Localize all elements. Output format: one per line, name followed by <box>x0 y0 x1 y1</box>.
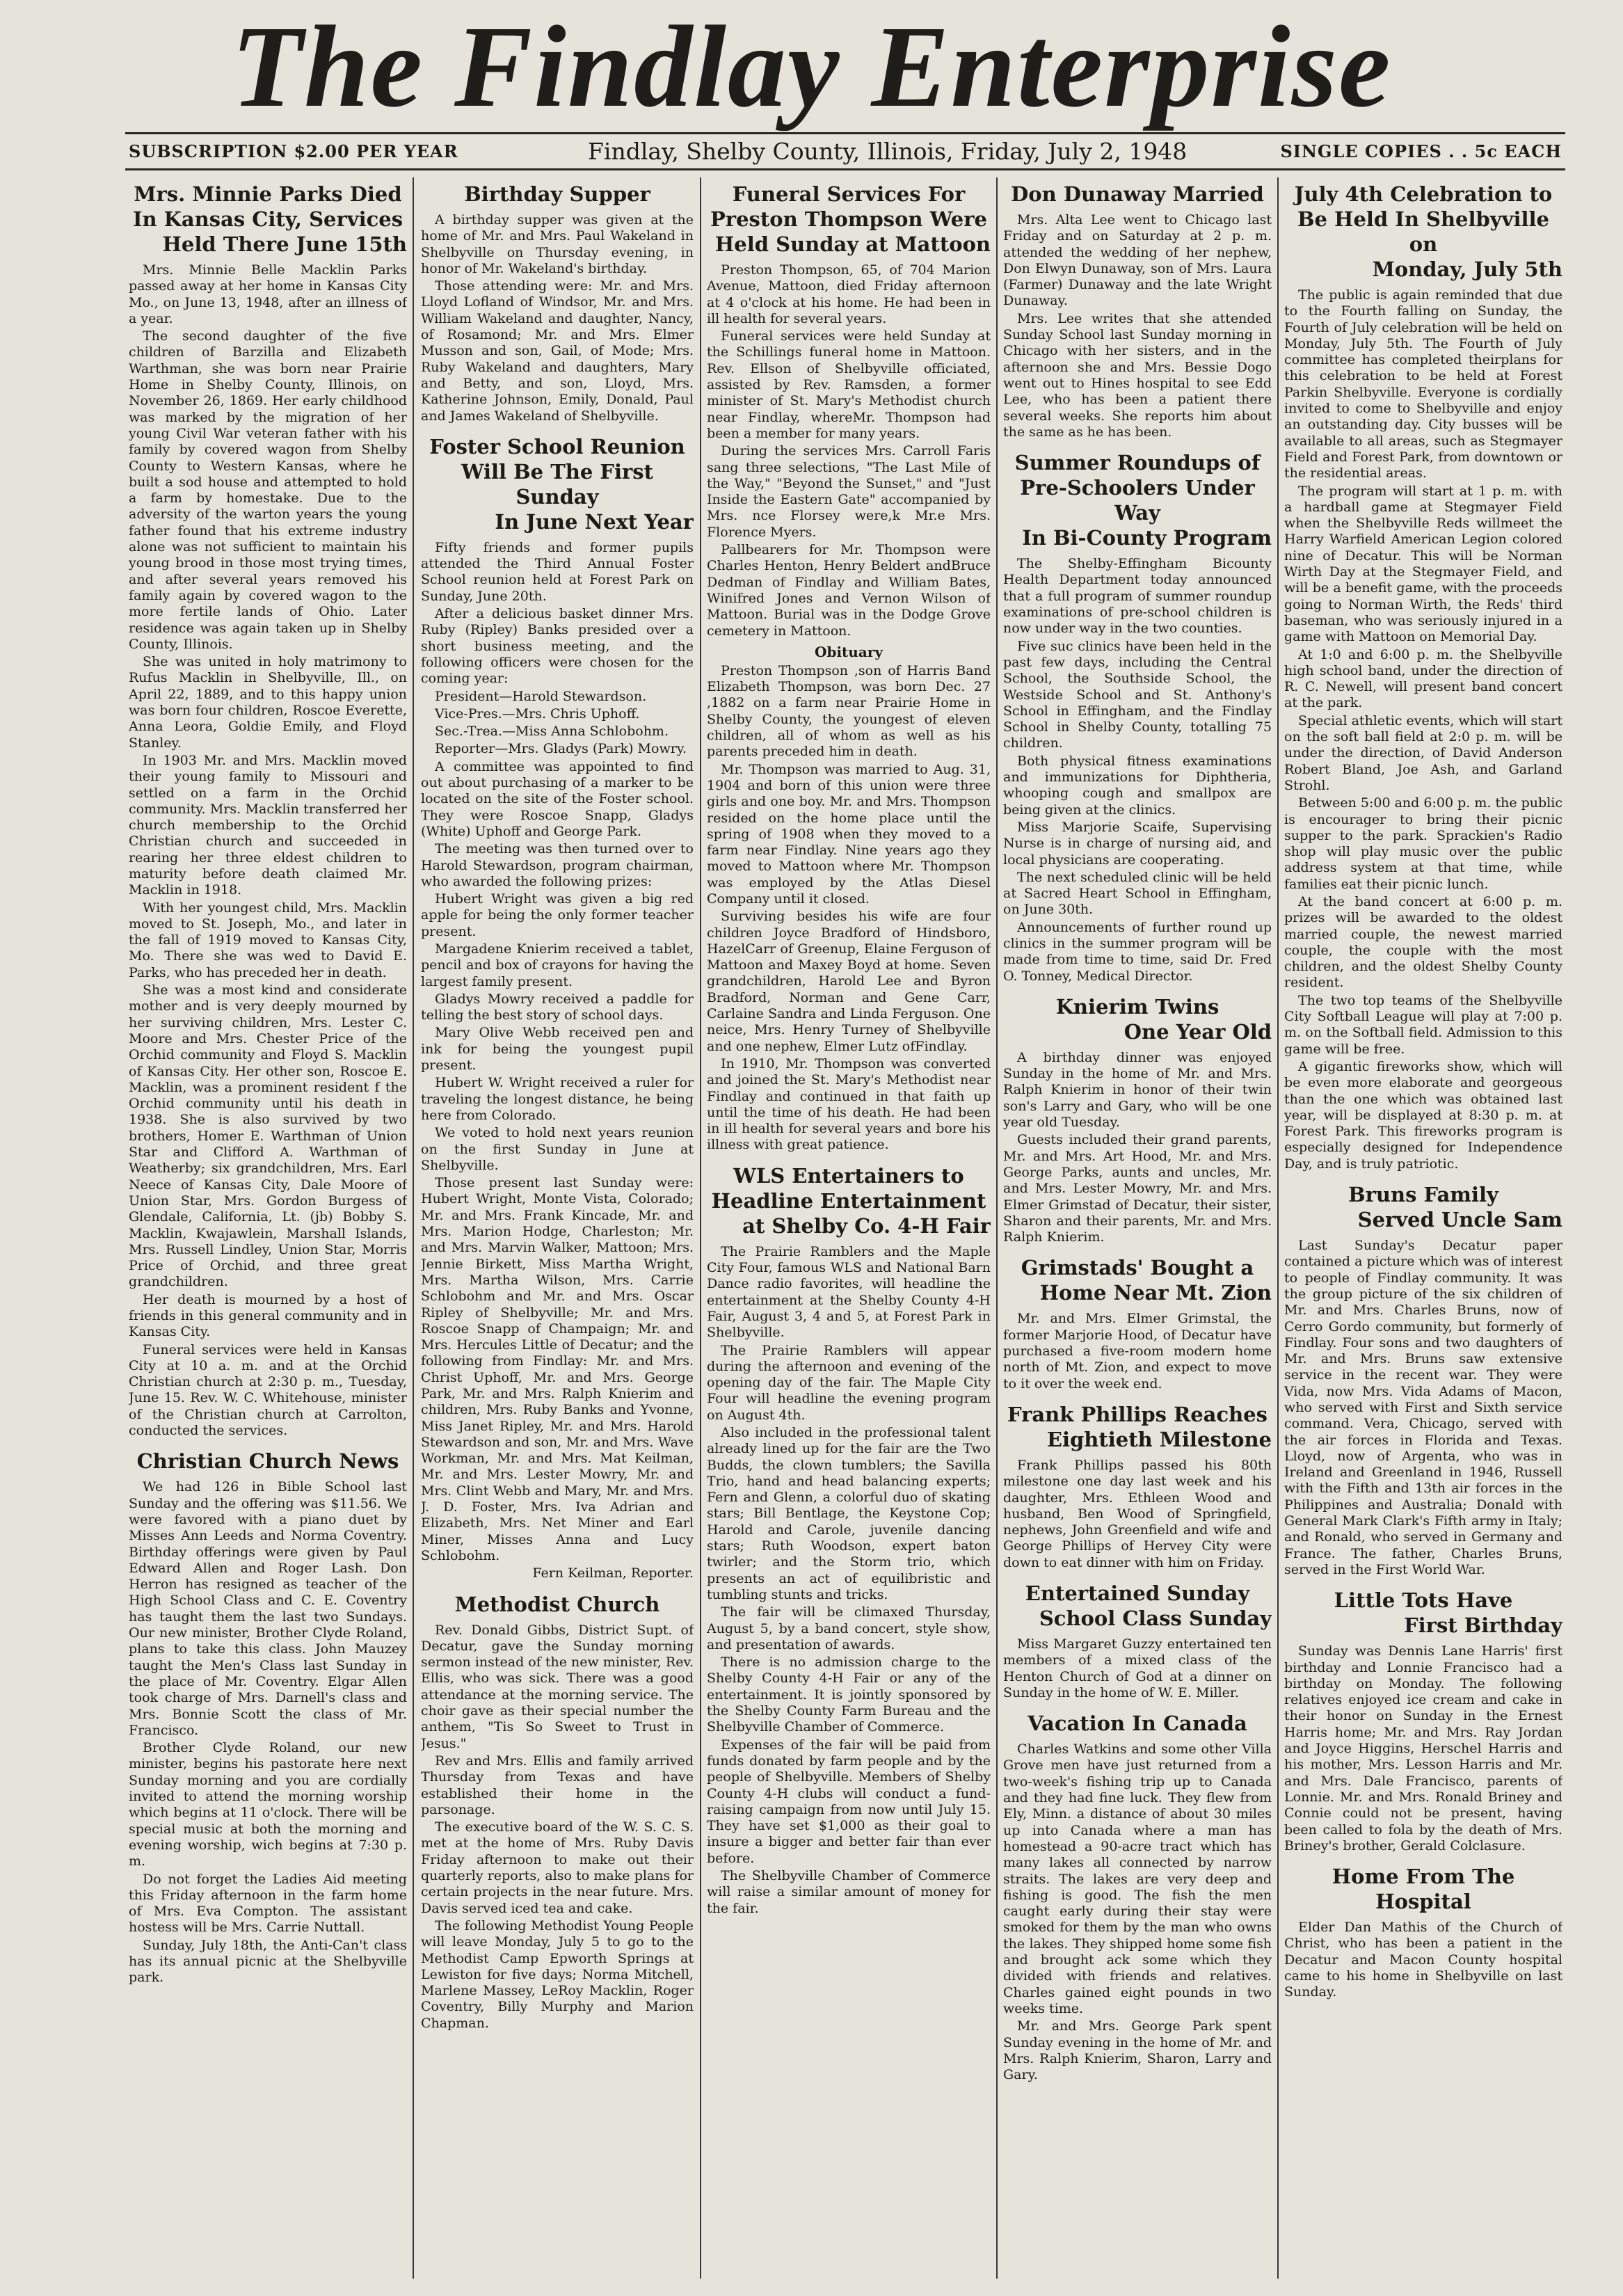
headline-main: Christian Church News <box>136 1449 399 1474</box>
article-paragraph: The Prairie Ramblers and the Maple City Four, famous WLS and National Barn Dance radio favorites, will headline the entertainment at the Shelby County 4-H Fair, August 3, 4 and 5, at Forest Park in Shelbyville. <box>707 1243 991 1341</box>
article-headline <box>1284 1182 1562 1232</box>
headline-main: Funeral Services For Preston Thompson Were <box>710 182 987 231</box>
article-headline <box>421 182 694 207</box>
article <box>1003 994 1272 1246</box>
article-headline <box>1284 1864 1562 1914</box>
newspaper-title: The Findlay Enterprise <box>231 2 1392 131</box>
article-paragraph: Pallbearers for Mr. Thompson were Charles Henton, Henry Beldert andBruce Dedman of Findlay and William Bates, Winifred Jones and Vernon Wilson of Mattoon. Burial was in the Dodge Grove cemetery in Mattoon. <box>707 542 991 639</box>
article-headline <box>707 182 991 257</box>
article-paragraph: Those attending were: Mr. and Mrs. Lloyd Lofland of Windsor, Mr. and Mrs. William Wakeland and daughter, Nancy, of Rosamond; Mr. and Mrs. Elmer Musson and son, Gail, of Mode; Mrs. Ruby Wakeland and daughters, Mary and Betty, and son, Lloyd, Mrs. Katherine Johnson, Emily, Donald, Paul and James Wakeland of Shelbyville. <box>421 278 694 424</box>
headline-main: Mrs. Minnie Parks Died In Kansas City, Services <box>132 182 403 231</box>
headline-deck: In Bi-County Program <box>1022 526 1272 550</box>
article <box>1284 182 1562 1172</box>
headline-main: Foster School Reunion Will Be The First Sunday <box>429 434 685 509</box>
headline-main: July 4th Celebration to Be Held In Shelbyville on <box>1294 182 1553 256</box>
article <box>1003 450 1272 984</box>
article-paragraph: There is no admission charge to the Shelby County 4-H Fair or any of the entertainment. It is jointly sponsored by the Shelby County Farm Bureau and the Shelbyville Chamber of Commerce. <box>707 1655 991 1735</box>
article-paragraph: She was a most kind and considerate mother and is very deeply mourned by her surviving children, Mrs. Lester C. Moore and Mrs. Chester Price of the Orchid community and Floyd S. Macklin of Kansas City. Her other son, Roscoe E. Macklin, was a prominent resident f the Orchid community until his death in 1938. She is also survived by two brothers, Homer E. Warthman of Union Star and Clifford A. Warthman of Weatherby; six grandchildren, Mrs. Earl Neece of Kansas City, Dale Moore of Union Star, Mrs. Gordon Burgess of Glendale, California, Lt. (jb) Bobby S. Macklin, Kwajawlein, Marshall Islands, Mrs. Russell Lindley, Union Star, Morris Price of Orchid, and three great grandchildren. <box>129 982 407 1290</box>
article <box>707 182 991 1154</box>
subscription-price: SUBSCRIPTION $2.00 PER YEAR <box>129 141 458 161</box>
column-rule <box>413 177 414 2279</box>
article-paragraph: Funeral services were held Sunday at the Schillings funeral home in Mattoon. Rev. Ellson of Shelbyville officiated, assisted by Rev. Ramsden, a former minister of St. Mary's Methodist church near Findlay, whereMr. Thompson had been a member for many years. <box>707 328 991 441</box>
headline-main: Birthday Supper <box>464 182 650 206</box>
article-paragraph: Mr. and Mrs. Elmer Grimstal, the former Marjorie Hood, of Decatur have purchased a five-room modern home north of Mt. Zion, and expect to move to it over the week end. <box>1003 1311 1272 1392</box>
headline-main: Entertained Sunday <box>1025 1581 1250 1605</box>
headline-deck: Home Near Mt. Zion <box>1039 1281 1272 1305</box>
article-paragraph: A birthday supper was given at the home of Mr. and Mrs. Paul Wakeland in Shelbyville on Thursday evening, in honor of Mr. Wakeland's birthday. <box>421 212 694 276</box>
article-paragraph: The executive board of the W. S. C. S. met at the home of Mrs. Ruby Davis Friday afternoon to make out their quarterly reports, also to make plans for certain projects in the near future. Mrs. Davis served iced tea and cake. <box>421 1819 694 1916</box>
article-paragraph: Five suc clinics have been held in the past few days, including the Central School, the Southside School, the Westside School and St. Anthony's School in Effingham, and the Findlay School in Shelby County, totalling 75 children. <box>1003 638 1272 751</box>
article-headline <box>1003 1255 1272 1305</box>
article-paragraph: Miss Marjorie Scaife, Supervising Nurse is in charge of nursing aid, and local physicians are cooperating. <box>1003 819 1272 868</box>
article-paragraph: A committee was appointed to find out about purchasing of a marker to be located on the site of the Foster school. They were Roscoe Snapp, Gladys (White) Uphoff and George Park. <box>421 758 694 839</box>
article-paragraph: Charles Watkins and some other Villa Grove men have just returned from a two-week's fishing trip up to Canada and they had fine luck. They flew from Ely, Minn. a distance of about 30 miles up into Canada where a man has homestead a 90-acre tract which has many lakes all connected by narrow straits. The lakes are very deep and fishing is good. The fish the men caught early during their stay were smoked for them by the man who owns the lakes. They shipped home some fish and brought ack some which they divided with friends and relatives. Charles gained eight pounds in two weeks time. <box>1003 1741 1272 2016</box>
article-paragraph: We voted to hold next years reunion on the first Sunday in June at Shelbyville. <box>421 1125 694 1173</box>
headline-main: WLS Entertainers to Headline Entertainment <box>711 1163 986 1213</box>
article-paragraph: Expenses of the fair will be paid from funds donated by farm people and by the people of Shelbyville. Members of Shelby County 4-H clubs will conduct a fund-raising campaign from now until July 15. They have set $1,000 as their goal to insure a bigger and better fair than ever before. <box>707 1737 991 1866</box>
article <box>421 182 694 424</box>
article-subhead: Obituary <box>815 643 883 660</box>
article-headline <box>1003 1402 1272 1452</box>
article-headline <box>1003 1711 1272 1736</box>
headline-main: Don Dunaway Married <box>1011 182 1264 206</box>
article-paragraph: The next scheduled clinic will be held at Sacred Heart School in Effingham, on June 30th. <box>1003 869 1272 918</box>
article-paragraph: The program will start at 1 p. m. with a hardball game at Stegmayer Field when the Shelbyville Reds willmeet the Harry Warfield American Legion colored nine of Decatur. This will be Norman Wirth Day at the Stegmayer Field, and will be a benefit game, with the proceeds going to Norman Wirth, the Reds' third baseman, who was seriously injured in a game with Mattoon on Memorial Day. <box>1284 483 1562 645</box>
headline-deck: First Birthday <box>1404 1613 1562 1638</box>
article-paragraph: The two top teams of the Shelbyville City Softball League will play at 7:00 p. m. on the Softball field. Admission to this game will be free. <box>1284 992 1562 1057</box>
article-paragraph: Mrs. Lee writes that she attended Sunday School last Sunday morning in Chicago with her sisters, and in the afternoon she and Mrs. Bessie Dogo went out to Hines hospital to see Edd Lee, who has been a patient there several weeks. She reports him about the same as he has been. <box>1003 310 1272 440</box>
dateline: Findlay, Shelby County, Illinois, Friday, July 2, 1948 <box>588 138 1188 165</box>
article-paragraph: The meeting was then turned over to Harold Stewardson, program chairman, who awarded the following prizes: <box>421 841 694 889</box>
article-paragraph: A gigantic fireworks show, which will be even more elaborate and georgeous than the one which was obtained last year, will be displayed at 8:30 p. m. at Forest Park. This fireworks program is especially designed for Independence Day, and is truly patriotic. <box>1284 1058 1562 1172</box>
headline-main: Frank Phillips Reaches <box>1007 1402 1268 1426</box>
column-rule <box>996 177 998 2279</box>
article-paragraph: Mr. and Mrs. George Park spent Sunday evening in the home of Mr. and Mrs. Ralph Knierim, Sharon, Larry and Gary. <box>1003 2018 1272 2083</box>
article-headline <box>1003 450 1272 550</box>
article-paragraph: Hubert Wright was given a big red apple for being the only former teacher present. <box>421 891 694 939</box>
column-5 <box>1284 177 1562 2279</box>
headline-deck: School Class Sunday <box>1039 1607 1272 1630</box>
masthead-infoline <box>129 138 1562 166</box>
article <box>1003 1581 1272 1701</box>
headline-main: Home From The Hospital <box>1332 1865 1515 1914</box>
article-paragraph: Sec.-Trea.—Miss Anna Schlobohm. <box>435 724 669 740</box>
article <box>1284 1182 1562 1578</box>
article <box>1284 1864 1562 2000</box>
article-headline <box>1284 1588 1562 1638</box>
article-paragraph: Mary Olive Webb received pen and ink for being the youngest pupil present. <box>421 1025 694 1074</box>
article-paragraph: Those present last Sunday were: Hubert Wright, Monte Vista, Colorado; Mr. and Mrs. Frank Kincade, Mr. and Mrs. Marion Hodge, Charleston; Mr. and Mrs. Marvin Walker, Mattoon; Mrs. Jennie Birkett, Miss Martha Wright, Mrs. Martha Wilson, Mrs. Carrie Schlobohm and Mr. and Mrs. Oscar Ripley of Shelbyville; Mr. and Mrs. Roscoe Snapp of Champaign; Mr. and Mrs. Hercules Little of Decatur; and the following from Findlay: Mr. and Mrs. Christ Uphoff, Mr. and Mrs. George Park, Mr. and Mrs. Ralph Knierim and children, Mrs. Ruby Banks and Yvonne, Miss Janet Ripley, Mr. and Mrs. Harold Stewardson and son, Mr. and Mrs. Wave Workman, Mr. and Mrs. Mat Keilman, Mr. and Mrs. Lester Mowry, Mr. and Mrs. Clint Webb and Mary, Mr. and Mrs. J. D. Foster, Mrs. Iva Adrian and Elizabeth, Mrs. Net Miner and Earl Miner, Misses Anna and Lucy Schlobohm. <box>421 1175 694 1563</box>
article-headline <box>1003 1581 1272 1631</box>
article-paragraph: During the services Mrs. Carroll Faris sang three selections, "The Last Mile of the Way," "Beyond the Sunset," and "Just Inside the Eastern Gate" accompanied by Mrs. nce Florsey were,k Mr.e Mrs. Florence Myers. <box>707 443 991 540</box>
article-paragraph: The public is again reminded that due to the Fourth falling on Sunday, the Fourth of July celebration will be held on Monday, July 5th. The Fourth of July committee has completed theirplans for this celebration to be held at Forest Parkin Shelbyville. Everyone is cordially invited to come to Shelbyville and enjoy an outstanding day. City busses will be available to all areas, such as Stegmayer Field and Forest Park, from downtown or the residential areas. <box>1284 287 1562 481</box>
article-paragraph: The Shelbyville Chamber of Commerce will raise a similar amount of money for the fair. <box>707 1868 991 1916</box>
article <box>129 182 407 1439</box>
article-paragraph: The following Methodist Young People will leave Monday, July 5 to go to the Methodist Camp Epworth Springs at Lewiston for five days; Norma Mitchell, Marlene Massey, LeRoy Macklin, Roger Coventry, Billy Murphy and Marion Chapman. <box>421 1918 694 2031</box>
headline-main: Summer Roundups of Pre-Schoolers Under Way <box>1014 451 1261 525</box>
column-rule <box>1277 177 1279 2279</box>
article <box>1284 1588 1562 1854</box>
single-copy-price: SINGLE COPIES . . 5c EACH <box>1280 141 1562 161</box>
masthead-rule-top <box>125 132 1565 134</box>
article-paragraph: The Shelby-Effingham Bicounty Health Department today announced that a full program of summer roundup examinations of pre-school children is now under way in the two counties. <box>1003 556 1272 637</box>
article-paragraph: Vice-Pres.—Mrs. Chris Uphoff. <box>435 705 640 722</box>
column-rule <box>700 177 701 2279</box>
headline-deck: Monday, July 5th <box>1372 257 1562 281</box>
article-paragraph: Gladys Mowry received a paddle for telling the best story of school days. <box>421 991 694 1023</box>
article-paragraph: Sunday was Dennis Lane Harris' first birthday and Lonnie Francisco had a birthday on Monday. The following relatives enjoyed ice cream and cake in their honor on Sunday in the Ernest Harris home; Mr. and Mrs. Ray Jordan and Joyce Higgins, Herschel Harris and his mother, Mrs. Lesson Harris and Mr. and Mrs. Dale Francisco, parents of Lonnie. Mr. and Mrs. Ronald Briney and Connie could not be present, having been called to fola by the death of Mrs. Briney's brother, Gerald Colclasure. <box>1284 1643 1562 1853</box>
article-paragraph: Rev. Donald Gibbs, District Supt. of Decatur, gave the Sunday morning sermon instead of the new minister, Rev. Ellis, who was sick. There was a good attendance at the morning service. The choir gave as their special number the anthem, "Tis So Sweet to Trust in Jesus." <box>421 1622 694 1751</box>
headline-main: Methodist Church <box>454 1592 660 1616</box>
headline-deck: Served Uncle Sam <box>1357 1208 1562 1232</box>
article-paragraph: A birthday dinner was enjoyed Sunday in the home of Mr. and Mrs. Ralph Knierim in honor of their twin son's Larry and Gary, who will be one year old Tuesday. <box>1003 1049 1272 1131</box>
article-paragraph: With her youngest child, Mrs. Macklin moved to St. Joseph, Mo., and later in the fall of 1919 moved to Kansas City, Mo. There she was wed to David E. Parks, who has preceded her in death. <box>129 900 407 980</box>
headline-deck: Held Sunday at Mattoon <box>714 232 991 256</box>
masthead-rule-bottom <box>125 168 1565 170</box>
article <box>421 1592 694 2032</box>
article <box>1003 1255 1272 1392</box>
article-headline <box>129 182 407 257</box>
headline-main: Little Tots Have <box>1334 1588 1513 1613</box>
article-paragraph: Miss Margaret Guzzy entertained ten members of a mixed class of the Henton Church of God at a dinner on Sunday in the home of W. E. Miller. <box>1003 1636 1272 1700</box>
article <box>421 434 694 1582</box>
headline-deck: One Year Old <box>1124 1019 1272 1044</box>
article <box>1003 1711 1272 2083</box>
article-paragraph: In 1903 Mr. and Mrs. Macklin moved their young family to Missouri and settled on a farm in the Orchid community. Mrs. Macklin transferred her church membership to the Orchid Christian church and succeeded in rearing her three eldest children to maturity before death claimed Mr. Macklin in 1918. <box>129 752 407 898</box>
article-paragraph: Frank Phillips passed his 80th milestone one day last week and his daughter, Mrs. Ethleen Wood and husband, Ben Wood of Springfield, nephews, John Greenfield and wife and George Phillips of Hervey City were down to eat dinner with him on Friday. <box>1003 1457 1272 1570</box>
article-paragraph: Sunday, July 18th, the Anti-Can't class has its annual picnic at the Shelbyville park. <box>129 1937 407 1986</box>
article-paragraph: Fern Keilman, Reporter. <box>532 1565 694 1581</box>
headline-main: Bruns Family <box>1348 1183 1498 1207</box>
article-paragraph: Fifty friends and former pupils attended the Third Annual Foster School reunion held at Forest Park on Sunday, June 20th. <box>421 539 694 604</box>
article-paragraph: Preston Thompson ,son of Harris Band Elizabeth Thompson, was born Dec. 27 ,1882 on a farm near Prairie Home in Shelby County, the youngest of eleven children, all of whom as well as his parents preceded him in death. <box>707 662 991 760</box>
headline-deck: at Shelby Co. 4-H Fair <box>742 1213 991 1238</box>
article-paragraph: We had 126 in Bible School last Sunday and the offering was $11.56. We were favored with a piano duet by Misses Ann Leeds and Norma Coventry. Birthday offerings were given by Paul Edward Allen and Roger Lash. Don Herron has resigned as teacher of the High School Class and C. E. Coventry has taught them the last two Sundays. Our new minister, Brother Clyde Roland, plans to take this class. John Mauzey taught the Men's Class last Sunday in the place of Mr. Coventry. Elgar Allen took charge of Mrs. Darnell's class and Mrs. Bonnie Scott the class of Mr. Francisco. <box>129 1479 407 1738</box>
column-4 <box>1003 177 1272 2279</box>
article-headline <box>129 1449 407 1474</box>
article-paragraph: Mrs. Minnie Belle Macklin Parks passed away at her home in Kansas City Mo., on June 13, 1948, after an illness of a year. <box>129 262 407 326</box>
article <box>1003 1402 1272 1571</box>
article-paragraph: Last Sunday's Decatur paper contained a picture which was of interest to people of Findlay community. It was the group picture of the six children of Mr. and Mrs. Charles Bruns, now of Cerro Gordo community, but formerly of Findlay. Four sons and two daughters of Mr. and Mrs. Bruns saw extensive service in the recent war. They were Vida, now Mrs. Vida Adams of Macon, who served with First and Sixth service command. Vera, Chicago, served with the air forces in Florida and Texas. Lloyd, now of Argenta, who was in Ireland and Greenland in 1946, Russell with the Fifth and 13th air forces in the Philippines and Australia; Donald with General Mark Clark's Fifth army in Italy; and Ronald, who served in Germany and France. The father, Charles Bruns, served in the First World War. <box>1284 1238 1562 1577</box>
column-1 <box>129 177 407 2279</box>
article-paragraph: Surviving besides his wife are four children Joyce Bradford of Hindsboro, HazelCarr of Greenup, Elaine Ferguson of Mattoon and Maxey Boyd at home. Seven grandchildren, Harold Lee and Byron Bradford, Norman and Gene Carr, Carlaine Sandra and Linda Ferguson. One neice, Mrs. Henry Turney of Shelbyville and one nephew, Elmer Lutz ofFindlay. <box>707 909 991 1054</box>
article-headline <box>1284 182 1562 282</box>
article-paragraph: She was united in holy matrimony to Rufus Macklin in Shelbyville, Ill., on April 22, 1889, and to this happy union was born four children, Roscoe Everette, Anna Leora, Goldie Emily, and Floyd Stanley. <box>129 654 407 751</box>
article-paragraph: Do not forget the Ladies Aid meeting this Friday afternoon in the farm home of Mrs. Eva Compton. The assistant hostess will be Mrs. Carrie Nuttall. <box>129 1871 407 1936</box>
article-paragraph: The second daughter of the five children of Barzilla and Elizabeth Warthman, she was born near Prairie Home in Shelby County, Illinois, on November 26, 1869. Her early childhood was marked by the migration of her young Civil War veteran father with his family by covered wagon from Shelby County to Western Kansas, where he built a sod house and attempted to hold a farm by homestake. Due to the adversity of the warton years the young father found that his extreme industry alone was not sufficient to maintain his young brood in those most trying times, and after several years removed his family again by covered wagon to the more fertile lands of Ohio. Later residence was again taken up in Shelby County, Illinois. <box>129 328 407 652</box>
article-paragraph: At 1:0 and 6:00 p. m. the Shelbyville high school band, under the direction of R. C. Newell, will present band concert at the park. <box>1284 646 1562 711</box>
column-3 <box>707 177 991 2279</box>
article-paragraph: Funeral services were held in Kansas City at 10 a. m. and at the Orchid Christian church at 2:30 p. m., Tuesday, June 15. Rev. W. C. Whitehouse, minister of the Christian church at Carrolton, conducted the services. <box>129 1341 407 1439</box>
article <box>1003 182 1272 440</box>
article <box>707 1163 991 1917</box>
article-headline <box>707 1163 991 1238</box>
article-paragraph: Reporter—Mrs. Gladys (Park) Mowry. <box>435 741 687 757</box>
article-paragraph: Announcements of further round up clinics in the summer program will be made from time to time, said Dr. Fred O. Tonney, Medical Director. <box>1003 919 1272 984</box>
article-headline <box>1003 182 1272 207</box>
article-paragraph: President—Harold Stewardson. <box>435 688 647 704</box>
article-paragraph: Elder Dan Mathis of the Church of Christ, who has been a patient in the Decatur and Macon County hospital came to his home in Shelbyville on last Sunday. <box>1284 1920 1562 2000</box>
headline-main: Grimstads' Bought a <box>1021 1256 1254 1280</box>
article-paragraph: Brother Clyde Roland, our new minister, begins his pastorate here next Sunday morning and you are cordially invited to attend the morning worship which begins at 11 o'clock. There will be special music at both the morning and evening worship, wich begins at 7:30 p. m. <box>129 1740 407 1870</box>
headline-deck: In June Next Year <box>495 509 694 534</box>
article-paragraph: Her death is mourned by a host of friends in this general community and in Kansas City. <box>129 1291 407 1340</box>
article-paragraph: After a delicious basket dinner Mrs. Ruby (Ripley) Banks presided over a short business meeting, and the following officers were chosen for the coming year: <box>421 606 694 687</box>
article-paragraph: Mr. Thompson was married to Aug. 31, 1904 and born of this union were three girls and one boy. Mr. and Mrs. Thompson resided on the home place until the spring of 1908 when they moved to a farm near Findlay. Nine years ago they moved to Mattoon where Mr. Thompson was employed by the Atlas Diesel Company until it closed. <box>707 761 991 907</box>
article-paragraph: Preston Thompson, 65, of 704 Marion Avenue, Mattoon, died Friday afternoon at 4 o'clock at his home. He had been in ill health for several years. <box>707 262 991 326</box>
article-paragraph: Hubert W. Wright received a ruler for traveling the longest distance, he being here from Colorado. <box>421 1075 694 1123</box>
column-2 <box>421 177 694 2279</box>
article-paragraph: Special athletic events, which will start on the soft ball field at 2:0 p. m. will be under the direction, of David Anderson Robert Bland, Joe Ash, and Garland Strohl. <box>1284 712 1562 793</box>
headline-main: Knierim Twins <box>1055 994 1220 1019</box>
article-paragraph: Also included in the professional talent already lined up for the fair are the Two Budds, the clown tumblers; the Savilla Trio, hand and head balancing experts; Fern and Glenn, a colorful duo of skating stars; Bill Bentlage, the Keystone Cop; Harold and Carole, juvenile dancing stars; Ruth Woodson, expert baton twirler; and the Storm trio, which presents an act of equilibristic and tumbling stunts and tricks. <box>707 1425 991 1602</box>
article-headline <box>1003 994 1272 1044</box>
article-paragraph: The fair will be climaxed Thursday, August 5, by a band concert, style show, and presentation of awards. <box>707 1604 991 1652</box>
article-paragraph: Guests included their grand parents, Mr. and Mrs. Art Hood, Mr. and Mrs. George Parks, aunts and uncles, Mr. and Mrs. Lester Mowry, Mr. and Mrs. Elmer Grimstad of Decatur, their sister, Sharon and their parents, Mr. and Mrs. Ralph Knierim. <box>1003 1132 1272 1245</box>
article-paragraph: Mrs. Alta Lee went to Chicago last Friday and on Saturday at 2 p. m. attended the wedding of her nephew, Don Elwyn Dunaway, son of Mrs. Laura (Farmer) Dunaway and the late Wright Dunaway. <box>1003 212 1272 309</box>
masthead <box>0 0 1623 132</box>
headline-deck: Held There June 15th <box>162 232 407 256</box>
article-paragraph: Both physical fitness examinations and immunizations for Diphtheria, whooping cough and smallpox are being given at the clinics. <box>1003 753 1272 818</box>
article-headline <box>421 434 694 534</box>
headline-main: Vacation In Canada <box>1028 1712 1247 1736</box>
article-paragraph: The Prairie Ramblers will appear during the afternoon and evening of the opening day of the fair. The Maple City Four will headline the evening program on August 4th. <box>707 1342 991 1423</box>
article-paragraph: Margadene Knierim received a tablet, pencil and box of crayons for having the largest family present. <box>421 941 694 989</box>
article-paragraph: Between 5:00 and 6:00 p. m. the public is encourager to bring their picnic supper to the park. Sprackien's Radio shop will play music over the public address system at that time, while families eat their picnic lunch. <box>1284 795 1562 892</box>
article <box>129 1449 407 1986</box>
article-paragraph: Rev and Mrs. Ellis and family arrived Thursday from Texas and have established their home in the parsonage. <box>421 1753 694 1817</box>
article-headline <box>421 1592 694 1617</box>
article-paragraph: At the band concert at 6:00 p. m. prizes will be awarded to the oldest married couple, the newest married couple, the couple with the most children, and the oldest Shelby County resident. <box>1284 893 1562 991</box>
article-paragraph: In 1910, Mr. Thompson was converted and joined the St. Mary's Methodist near Findlay and continued in that faith up until the time of his death. He had been in ill health for several years and bore his illness with great patience. <box>707 1055 991 1153</box>
headline-deck: Eightieth Milestone <box>1046 1427 1272 1451</box>
